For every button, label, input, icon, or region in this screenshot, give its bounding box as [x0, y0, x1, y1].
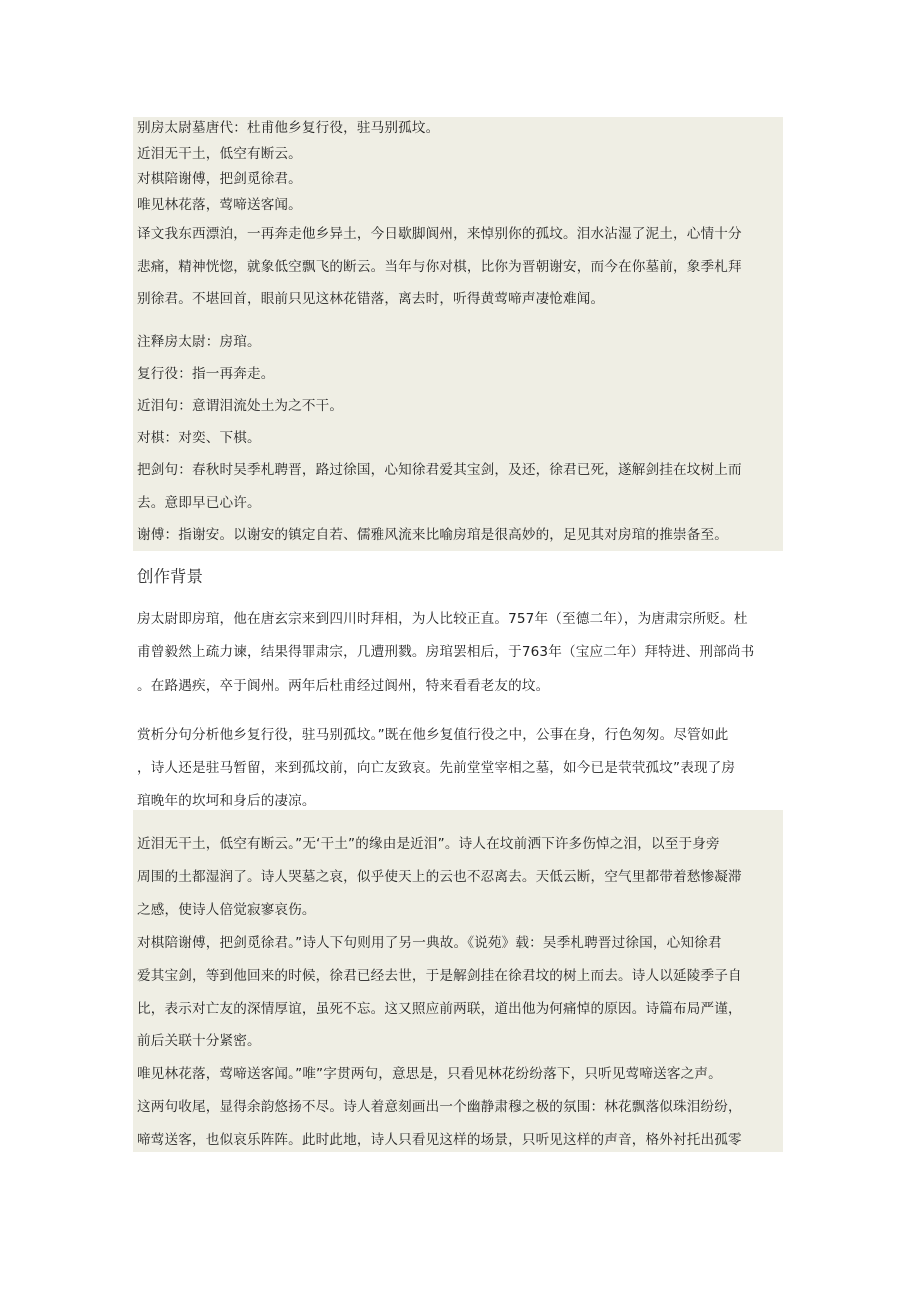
background-line: 房太尉即房琯，他在唐玄宗来到四川时拜相，为人比较正直。757年（至德二年），为唐肃宗所贬。杜	[137, 611, 748, 627]
analysis-line: 琯晚年的坎坷和身后的凄凉。	[137, 793, 316, 809]
poem-line: 对棋陪谢傅，把剑觅徐君。	[137, 171, 302, 187]
note-line: 把剑句：春秋时吴季札聘晋，路过徐国，心知徐君爱其宝剑，及还，徐君已死，遂解剑挂在坟树上而	[137, 462, 742, 478]
analysis-line: 比，表示对亡友的深情厚谊，虽死不忘。这又照应前两联，道出他为何痛悼的原因。诗篇布局严谨，	[137, 1001, 742, 1017]
note-line: 对棋：对奕、下棋。	[137, 430, 261, 446]
poem-line: 唯见林花落，莺啼送客闻。	[137, 197, 302, 213]
note-line: 注释房太尉：房琯。	[137, 334, 261, 350]
note-line: 去。意即早已心许。	[137, 495, 261, 511]
poem-line: 近泪无干土，低空有断云。	[137, 146, 302, 162]
background-line: 。在路遇疾，卒于阆州。两年后杜甫经过阆州，特来看看老友的坟。	[137, 678, 550, 694]
note-line: 近泪句：意谓泪流处土为之不干。	[137, 398, 344, 414]
section-heading: 创作背景	[137, 567, 203, 586]
translation-line: 悲痛，精神恍惚，就象低空飘飞的断云。当年与你对棋，比你为晋朝谢安，而今在你墓前，象季札拜	[137, 259, 742, 275]
note-line: 复行役：指一再奔走。	[137, 366, 275, 382]
analysis-line: 爱其宝剑，等到他回来的时候，徐君已经去世，于是解剑挂在徐君坟的树上而去。诗人以延陵季子自	[137, 968, 742, 984]
analysis-line: 之感，使诗人倍觉寂寥哀伤。	[137, 902, 316, 918]
translation-line: 别徐君。不堪回首，眼前只见这林花错落，离去时，听得黄莺啼声凄怆难闻。	[137, 291, 605, 307]
analysis-line: 对棋陪谢傅，把剑觅徐君。”诗人下句则用了另一典故。《说苑》载：吴季札聘晋过徐国，心知徐君	[137, 935, 722, 951]
background-line: 甫曾毅然上疏力谏，结果得罪肃宗，几遭刑戮。房琯罢相后，于763年（宝应二年）拜特进、刑部尚书	[137, 644, 755, 660]
analysis-line: 近泪无干土，低空有断云。”无‘干土”的缘由是近泪”。诗人在坟前洒下许多伤悼之泪，以至于身旁	[137, 836, 720, 852]
analysis-line: 赏析分句分析他乡复行役，驻马别孤坟。”既在他乡复值行役之中，公事在身，行色匆匆。尽管如此	[137, 727, 729, 743]
analysis-line: 啼莺送客，也似哀乐阵阵。此时此地，诗人只看见这样的场景，只听见这样的声音，格外衬托出孤零	[137, 1132, 742, 1148]
note-line: 谢傅：指谢安。以谢安的镇定自若、儒雅风流来比喻房琯是很高妙的，足见其对房琯的推崇备至。	[137, 527, 728, 543]
translation-line: 译文我东西漂泊，一再奔走他乡异土，今日歇脚阆州，来悼别你的孤坟。泪水沾湿了泥土，心情十分	[137, 226, 742, 242]
analysis-line: 唯见林花落，莺啼送客闻。”唯”字贯两句，意思是，只看见林花纷纷落下，只听见莺啼送客之声。	[137, 1066, 722, 1082]
analysis-line: 前后关联十分紧密。	[137, 1033, 261, 1049]
poem-line: 别房太尉墓唐代：杜甫他乡复行役，驻马别孤坟。	[137, 120, 440, 136]
analysis-line: 周围的土都湿润了。诗人哭墓之哀，似乎使天上的云也不忍离去。天低云断，空气里都带着愁惨凝滞	[137, 869, 742, 885]
analysis-line: 这两句收尾，显得余韵悠扬不尽。诗人着意刻画出一个幽静肃穆之极的氛围：林花飘落似珠泪纷纷，	[137, 1099, 742, 1115]
analysis-line: ，诗人还是驻马暂留，来到孤坟前，向亡友致哀。先前堂堂宰相之墓，如今已是茕茕孤坟”表现了房	[137, 760, 736, 776]
